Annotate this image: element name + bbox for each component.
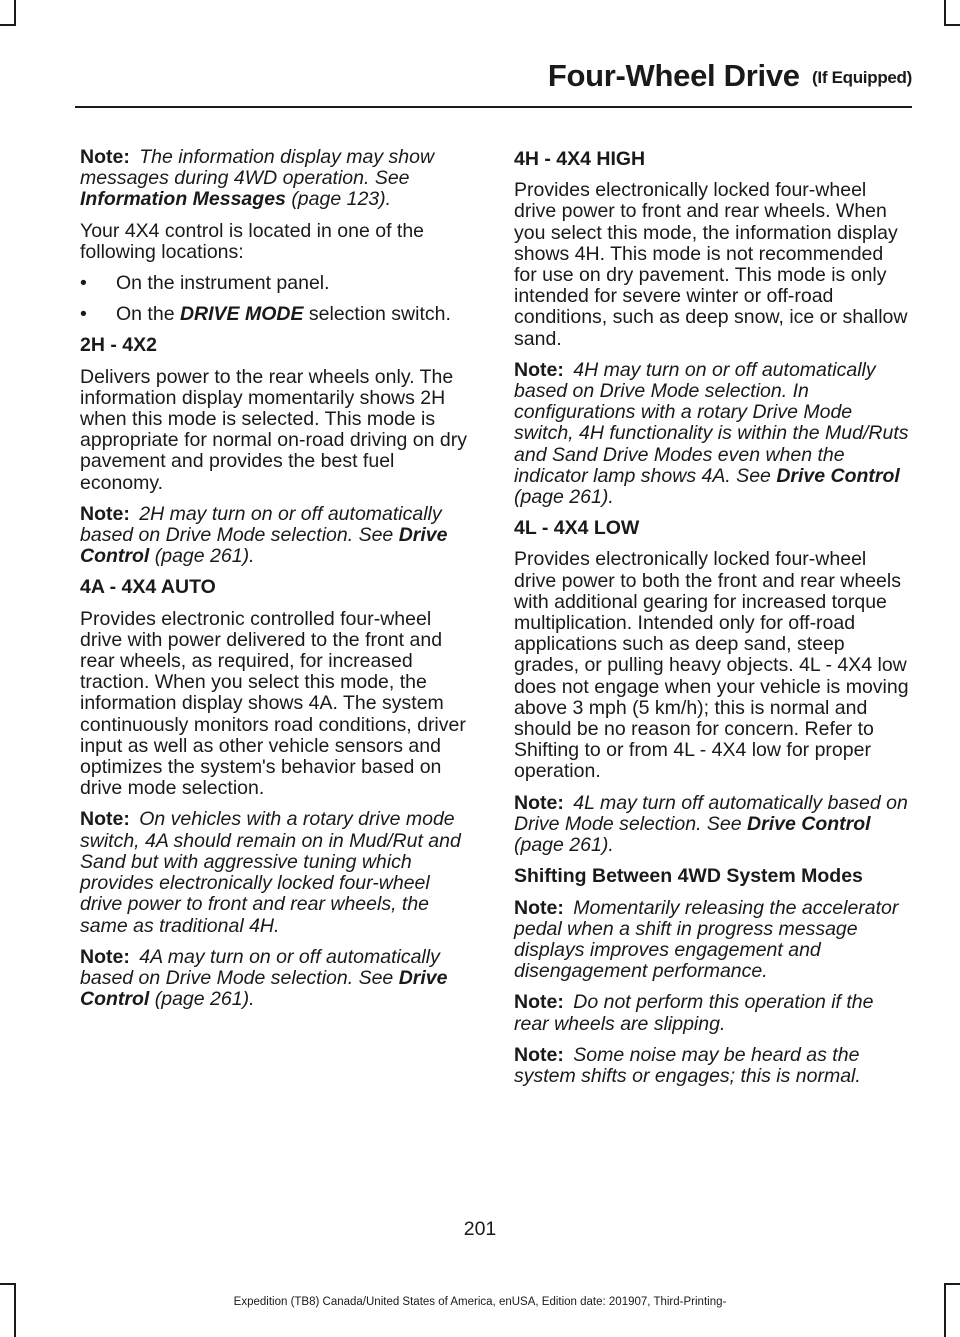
page-header [75, 58, 912, 94]
crop-mark-top-right-h [944, 24, 960, 26]
note-text: The information display may show messages during 4WD operation. See [80, 146, 435, 190]
paragraph-4l: Provides electronically locked four-wheel drive power to both the front and rear wheels with additional gearing for increased torque multiplication. Intended only for off-road applications such as deep sand, steep grades, or pulling heavy objects. 4L - 4X4 low does not engage when your vehicle is moving above 3 mph (5 km/h); this is normal and should be no reason for concern. Refer to Shifting to or from 4L - 4X4 low for proper operation. [514, 548, 909, 783]
note-shift-slipping [514, 992, 909, 1034]
note-4a [80, 947, 475, 1011]
list-item-text: On the [116, 303, 175, 326]
crop-mark-bottom-left [14, 1283, 16, 1337]
note-label: Note: [514, 991, 564, 1014]
paragraph-4a: Provides electronic controlled four-wheel drive with power delivered to the front and rear wheels, as required, for increased traction. When you select this mode, the information display shows 4A. The system continuously monitors road conditions, driver input as well as other vehicle sensors and optimizes the system's behavior based on drive mode selection. [80, 607, 466, 800]
paragraph-4h: Provides electronically locked four-wheel drive power to front and rear wheels. When you select this mode, the information display shows 4H. This mode is not recommended for use on dry pavement. This mode is only intended for severe winter or off-road conditions, such as deep snow, ice or shallow sand. [514, 179, 908, 350]
note-label: Note: [514, 358, 564, 381]
cross-reference-link[interactable]: Drive Control [747, 812, 871, 835]
crop-mark-bottom-left-h [0, 1283, 16, 1285]
left-column [80, 147, 475, 1020]
intro-paragraph: Your 4X4 control is located in one of the following locations: [80, 219, 425, 263]
drive-mode-term: DRIVE MODE [179, 303, 304, 326]
note-text: On vehicles with a rotary drive mode switch, 4A should remain on in Mud/Rut and Sand but with aggressive tuning which provides electronically locked four-wheel drive power to front and rear wheels, the same as traditional 4H. [80, 808, 461, 937]
note-text: Some noise may be heard as the system shifts or engages; this is normal. [514, 1043, 861, 1087]
page-footer: Expedition (TB8) Canada/United States of America, enUSA, Edition date: 201907, Third-Printing- [233, 1296, 727, 1308]
bullet-icon: • [80, 272, 87, 295]
page-reference: (page 123). [291, 188, 392, 211]
section-heading-4l: 4L - 4X4 LOW [514, 517, 640, 540]
note-text: Do not perform this operation if the rear wheels are slipping. [514, 991, 874, 1035]
crop-mark-bottom-right-h [944, 1283, 960, 1285]
cross-reference-link[interactable]: Drive Control [80, 966, 448, 1011]
right-column [514, 147, 909, 1097]
note-shift-noise [514, 1045, 909, 1087]
note-text: Momentarily releasing the accelerator pedal when a shift in progress message displays improves engagement and disengagement performance. [514, 896, 899, 983]
list-item-text: selection switch. [308, 303, 451, 326]
cross-reference-link[interactable]: Drive Control [80, 524, 448, 568]
page-reference: (page 261). [154, 545, 255, 568]
page-reference: (page 261). [514, 486, 614, 509]
section-heading-4a: 4A - 4X4 AUTO [80, 576, 216, 599]
crop-mark-top-left [14, 0, 16, 26]
note-4l [514, 793, 909, 857]
cross-reference-link[interactable]: Drive Control [776, 464, 900, 487]
note-text: 4H may turn on or off automatically based on Drive Mode selection. In configurations with a rotary Drive Mode switch, 4H functionality is within the Mud/Ruts and Sand Drive Modes even when the indicator lamp shows 4A. See [514, 358, 909, 487]
bullet-icon: • [80, 303, 87, 326]
note-text: 2H may turn on or off automatically based on Drive Mode selection. See [80, 502, 442, 547]
list-item-text: On the instrument panel. [116, 272, 330, 295]
page-reference: (page 261). [514, 834, 614, 857]
note-label: Note: [514, 791, 564, 814]
note-4h [514, 360, 909, 508]
note-label: Note: [514, 896, 564, 919]
note-text: 4A may turn on or off automatically based on Drive Mode selection. See [80, 945, 440, 989]
list-item [80, 304, 475, 325]
page-number: 201 [463, 1218, 497, 1240]
page-reference: (page 261). [154, 988, 255, 1011]
list-item [80, 273, 475, 294]
section-heading-4h: 4H - 4X4 HIGH [514, 148, 646, 170]
note-shift-accelerator [514, 898, 909, 983]
section-heading-2h: 2H - 4X2 [80, 334, 157, 357]
note-label: Note: [80, 502, 130, 525]
section-heading-shifting: Shifting Between 4WD System Modes [514, 865, 863, 888]
note-label: Note: [80, 945, 130, 968]
note-info-messages [80, 147, 475, 211]
header-suffix: (If Equipped) [812, 68, 912, 87]
note-4a-rotary [80, 809, 475, 936]
note-label: Note: [80, 808, 130, 831]
note-label: Note: [514, 1043, 564, 1066]
crop-mark-top-right [944, 0, 946, 26]
note-label: Note: [80, 146, 130, 168]
cross-reference-link[interactable]: Information Messages [80, 188, 286, 211]
note-text: 4L may turn off automatically based on Drive Mode selection. See [514, 791, 908, 835]
header-rule [75, 106, 912, 108]
header-title: Four-Wheel Drive [547, 58, 800, 93]
note-2h [80, 504, 475, 568]
paragraph-2h: Delivers power to the rear wheels only. The information display momentarily shows 2H when this mode is selected. This mode is appropriate for normal on-road driving on dry pavement and provides the best fuel economy. [80, 365, 467, 494]
crop-mark-top-left-h [0, 24, 16, 26]
crop-mark-bottom-right [944, 1283, 946, 1337]
